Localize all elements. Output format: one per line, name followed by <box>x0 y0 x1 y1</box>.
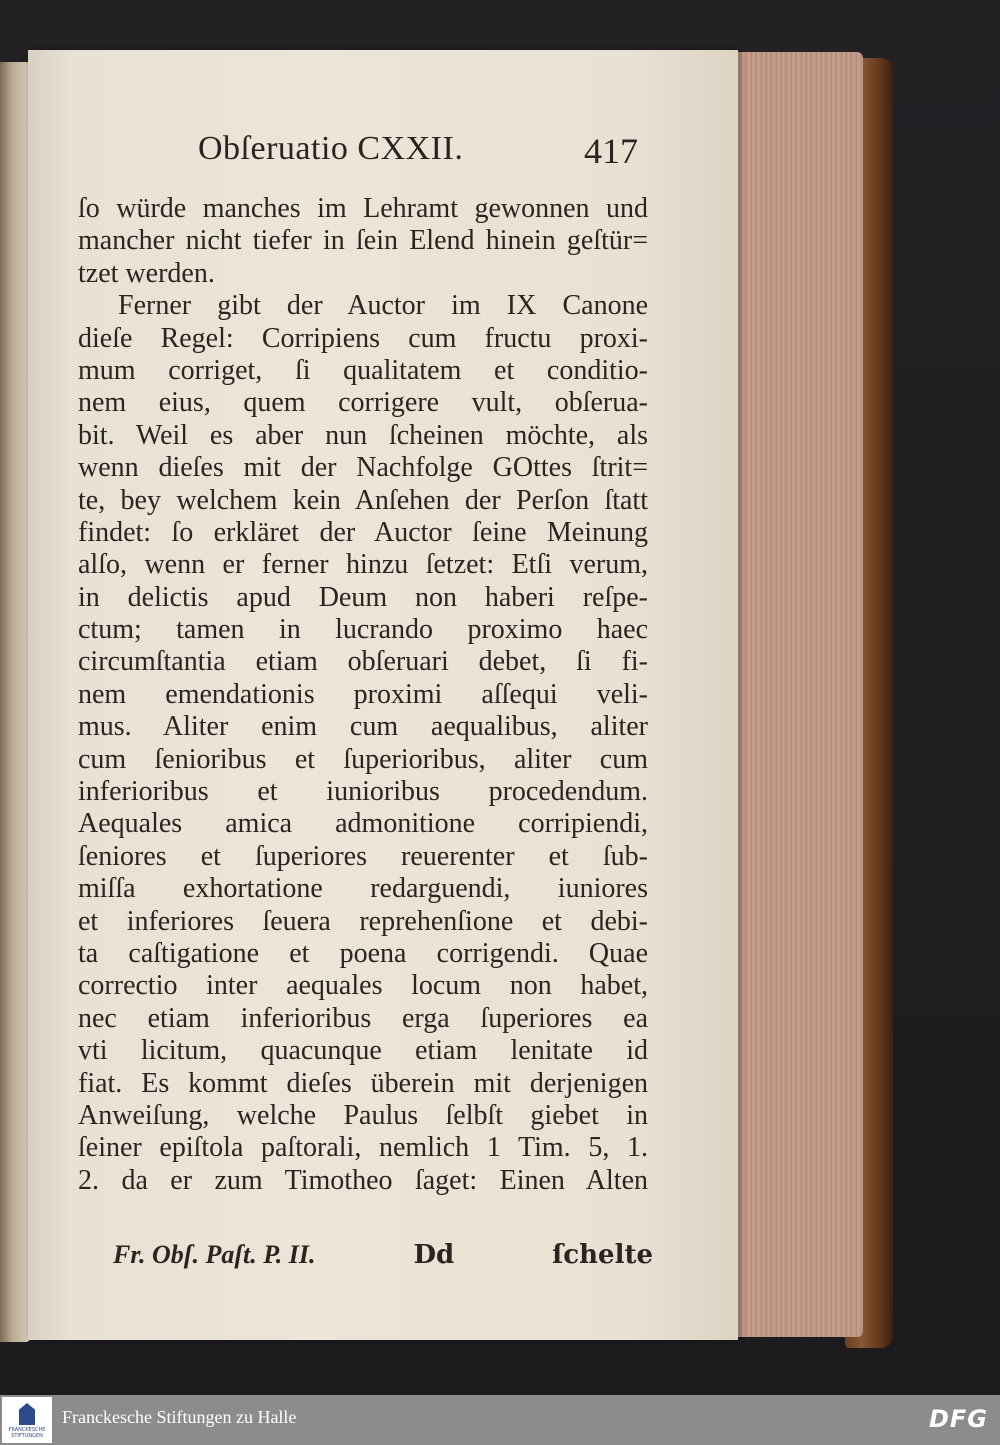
text-line-content: miſſa exhortatione redarguendi, iuniores <box>78 873 648 905</box>
text-line-content: ſeniores et ſuperiores reuerenter et ſub- <box>78 840 648 872</box>
text-line-content: nem eius, quem corrigere vult, obſerua- <box>78 387 648 419</box>
text-line-content: findet: ſo erkläret der Auctor ſeine Meinung <box>78 516 648 548</box>
text-line-content: circumſtantia etiam obſeruari debet, ſi fi- <box>78 646 648 678</box>
book-page <box>28 50 738 1340</box>
gathering-mark: Dd <box>413 1240 455 1270</box>
text-line-content: vti licitum, quacunque etiam lenitate id <box>78 1035 648 1067</box>
text-line-content: Aequales amica admonitione corripiendi, <box>78 808 648 840</box>
institution-logo[interactable] <box>2 1397 52 1443</box>
logo-caption: FRANCKESCHE STIFTUNGEN <box>8 1427 46 1439</box>
previous-page-edge <box>0 62 30 1342</box>
building-icon <box>19 1403 35 1425</box>
text-line <box>78 938 648 970</box>
text-line-content: fiat. Es kommt dieſes überein mit derjenigen <box>78 1067 648 1099</box>
text-line <box>78 355 648 387</box>
signature-mark-text: Fr. Obſ. Paſt. P. II. <box>113 1240 316 1269</box>
text-line <box>78 1068 648 1100</box>
text-line <box>78 711 648 743</box>
text-line-content: tzet werden. <box>78 257 215 289</box>
text-line-content: inferioribus et iunioribus procedendum. <box>78 776 648 808</box>
text-line <box>78 387 648 419</box>
text-line-content: nec etiam inferioribus erga ſuperiores ea <box>78 1002 648 1034</box>
text-line <box>78 1100 648 1132</box>
text-line <box>78 841 648 873</box>
text-line <box>78 1003 648 1035</box>
text-line-content: 2. da er zum Timotheo ſaget: Einen Alten <box>78 1164 648 1196</box>
institution-name: Franckesche Stiftungen zu Halle <box>62 1407 297 1427</box>
text-line-content: mancher nicht tiefer in ſein Elend hinein geſtür= <box>78 225 648 257</box>
text-line <box>78 452 648 484</box>
text-line-content: ſo würde manches im Lehramt gewonnen und <box>78 193 648 224</box>
text-line-content: ſeiner epiſtola paſtorali, nemlich 1 Tim. 5, 1. <box>78 1132 648 1164</box>
text-line-content: alſo, wenn er ferner hinzu ſetzet: Etſi verum, <box>78 549 648 581</box>
text-line <box>78 614 648 646</box>
text-line-content: mum corriget, ſi qualitatem et conditio- <box>78 354 648 386</box>
running-head <box>198 130 638 180</box>
text-line <box>78 582 648 614</box>
running-head-title: Obſeruatio CXXII. <box>198 130 464 167</box>
text-line <box>78 1165 648 1197</box>
text-line <box>78 646 648 678</box>
text-line-content: correctio inter aequales locum non habet, <box>78 970 648 1002</box>
text-line <box>78 873 648 905</box>
page-block-edges <box>735 52 863 1337</box>
text-line-content: wenn dieſes mit der Nachfolge GOttes ſtrit= <box>78 452 648 484</box>
text-line <box>78 258 648 290</box>
text-line <box>78 290 648 322</box>
catchword: ſchelte <box>552 1240 653 1270</box>
text-line <box>78 679 648 711</box>
text-line-content: te, bey welchem kein Anſehen der Perſon ſtatt <box>78 484 648 516</box>
text-line <box>78 193 648 225</box>
text-line <box>78 323 648 355</box>
text-line-content: mus. Aliter enim cum aequalibus, aliter <box>78 711 648 743</box>
text-line <box>78 485 648 517</box>
text-line <box>78 225 648 257</box>
text-line <box>78 808 648 840</box>
text-line-content: bit. Weil es aber nun ſcheinen möchte, als <box>78 419 648 451</box>
text-line <box>78 744 648 776</box>
text-line <box>78 1132 648 1164</box>
text-line-content: in delictis apud Deum non haberi reſpe- <box>78 581 648 613</box>
body-text <box>78 193 648 1197</box>
text-line <box>78 1035 648 1067</box>
text-line-content: et inferiores ſeuera reprehenſione et debi- <box>78 905 648 937</box>
page-number: 417 <box>584 131 638 171</box>
credit-bar <box>0 1395 1000 1445</box>
text-line-content: ctum; tamen in lucrando proximo haec <box>78 614 648 646</box>
text-line <box>78 970 648 1002</box>
text-line-content: ta caſtigatione et poena corrigendi. Quae <box>78 937 648 969</box>
text-line-content: Anweiſung, welche Paulus ſelbſt giebet in <box>78 1099 648 1131</box>
text-line-content: Ferner gibt der Auctor im IX Canone <box>118 290 648 322</box>
text-line-content: cum ſenioribus et ſuperioribus, aliter cum <box>78 743 648 775</box>
text-line-content: nem emendationis proximi aſſequi veli- <box>78 678 648 710</box>
text-line <box>78 549 648 581</box>
page-footer <box>113 1240 653 1280</box>
text-line <box>78 517 648 549</box>
text-line-content: dieſe Regel: Corripiens cum fructu proxi- <box>78 322 648 354</box>
dfg-logo[interactable]: DFG <box>928 1405 988 1433</box>
text-line <box>78 420 648 452</box>
text-line <box>78 906 648 938</box>
text-line <box>78 776 648 808</box>
